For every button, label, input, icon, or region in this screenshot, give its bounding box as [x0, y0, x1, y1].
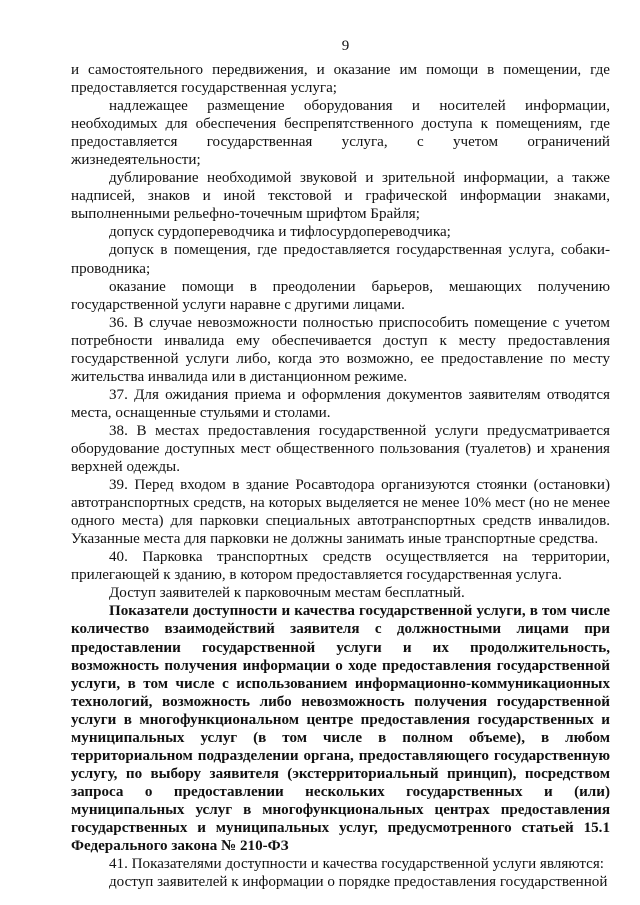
- paragraph-6: оказание помощи в преодолении барьеров, мешающих получению государственной услуги наравне с другими лицами.: [71, 278, 610, 313]
- paragraph-5: допуск в помещения, где предоставляется государственная услуга, собаки-проводника;: [71, 242, 610, 277]
- paragraph-4: допуск сурдопереводчика и тифлосурдопереводчика;: [109, 224, 451, 241]
- section-heading: Показатели доступности и качества государственной услуги, в том числе количество взаимодействий заявителя с должностными лицами при предоставлении государственной услуги и их продолжительность, возможность получения информации о ходе предоставления государственной услуги, в том числе с использованием информационно-коммуникационных технологий, возможность либо невозможность получения государственной услуги в многофункциональном центре предоставления государственных и муниципальных услуг (в том числе в полном объеме), в любом территориальном подразделении органа, предоставляющего государственную услугу, по выбору заявителя (экстерриториальный принцип), посредством запроса о предоставлении нескольких государственных и (или) муниципальных услуг в многофункциональных центрах предоставления государственных и муниципальных услуг, предусмотренного статьей 15.1 Федерального закона № 210-ФЗ: [71, 603, 610, 855]
- paragraph-access: доступ заявителей к информации о порядке предоставления государственной: [109, 874, 608, 891]
- paragraph-2: надлежащее размещение оборудования и носителей информации, необходимых для обеспечения беспрепятственного доступа к помещениям, где предоставляется государственная услуга, с учетом ограничений жизнедеятельности;: [71, 98, 610, 169]
- paragraph-39: 39. Перед входом в здание Росавтодора организуются стоянки (остановки) автотранспортных средств, на которых выделяется не менее 10% мест (но не менее одного места) для парковки специальных автотранспортных средств инвалидов. Указанные места для парковки не должны занимать иные транспортные средства.: [71, 477, 610, 548]
- paragraph-40: 40. Парковка транспортных средств осуществляется на территории, прилегающей к зданию, в котором предоставляется государственная услуга.: [71, 549, 610, 584]
- paragraph-37: 37. Для ожидания приема и оформления документов заявителям отводятся места, оснащенные стульями и столами.: [71, 386, 610, 421]
- paragraph-41: 41. Показателями доступности и качества государственной услуги являются:: [109, 856, 604, 873]
- paragraph-1: и самостоятельного передвижения, и оказание им помощи в помещении, где предоставляется государственная услуга;: [71, 62, 610, 97]
- page-number: 9: [341, 38, 350, 54]
- paragraph-3: дублирование необходимой звуковой и зрительной информации, а также надписей, знаков и иной текстовой и графической информации знаками, выполненными рельефно-точечным шрифтом Брайля;: [71, 170, 610, 223]
- page-body: [71, 61, 610, 891]
- paragraph-36: 36. В случае невозможности полностью приспособить помещение с учетом потребности инвалида ему обеспечивается доступ к месту предоставления государственной услуги либо, когда это возможно, ее предоставление по месту жительства инвалида или в дистанционном режиме.: [71, 314, 610, 385]
- paragraph-parking-free: Доступ заявителей к парковочным местам бесплатный.: [109, 585, 465, 602]
- paragraph-38: 38. В местах предоставления государственной услуги предусматривается оборудование доступных мест общественного пользования (туалетов) и хранения верхней одежды.: [71, 422, 610, 476]
